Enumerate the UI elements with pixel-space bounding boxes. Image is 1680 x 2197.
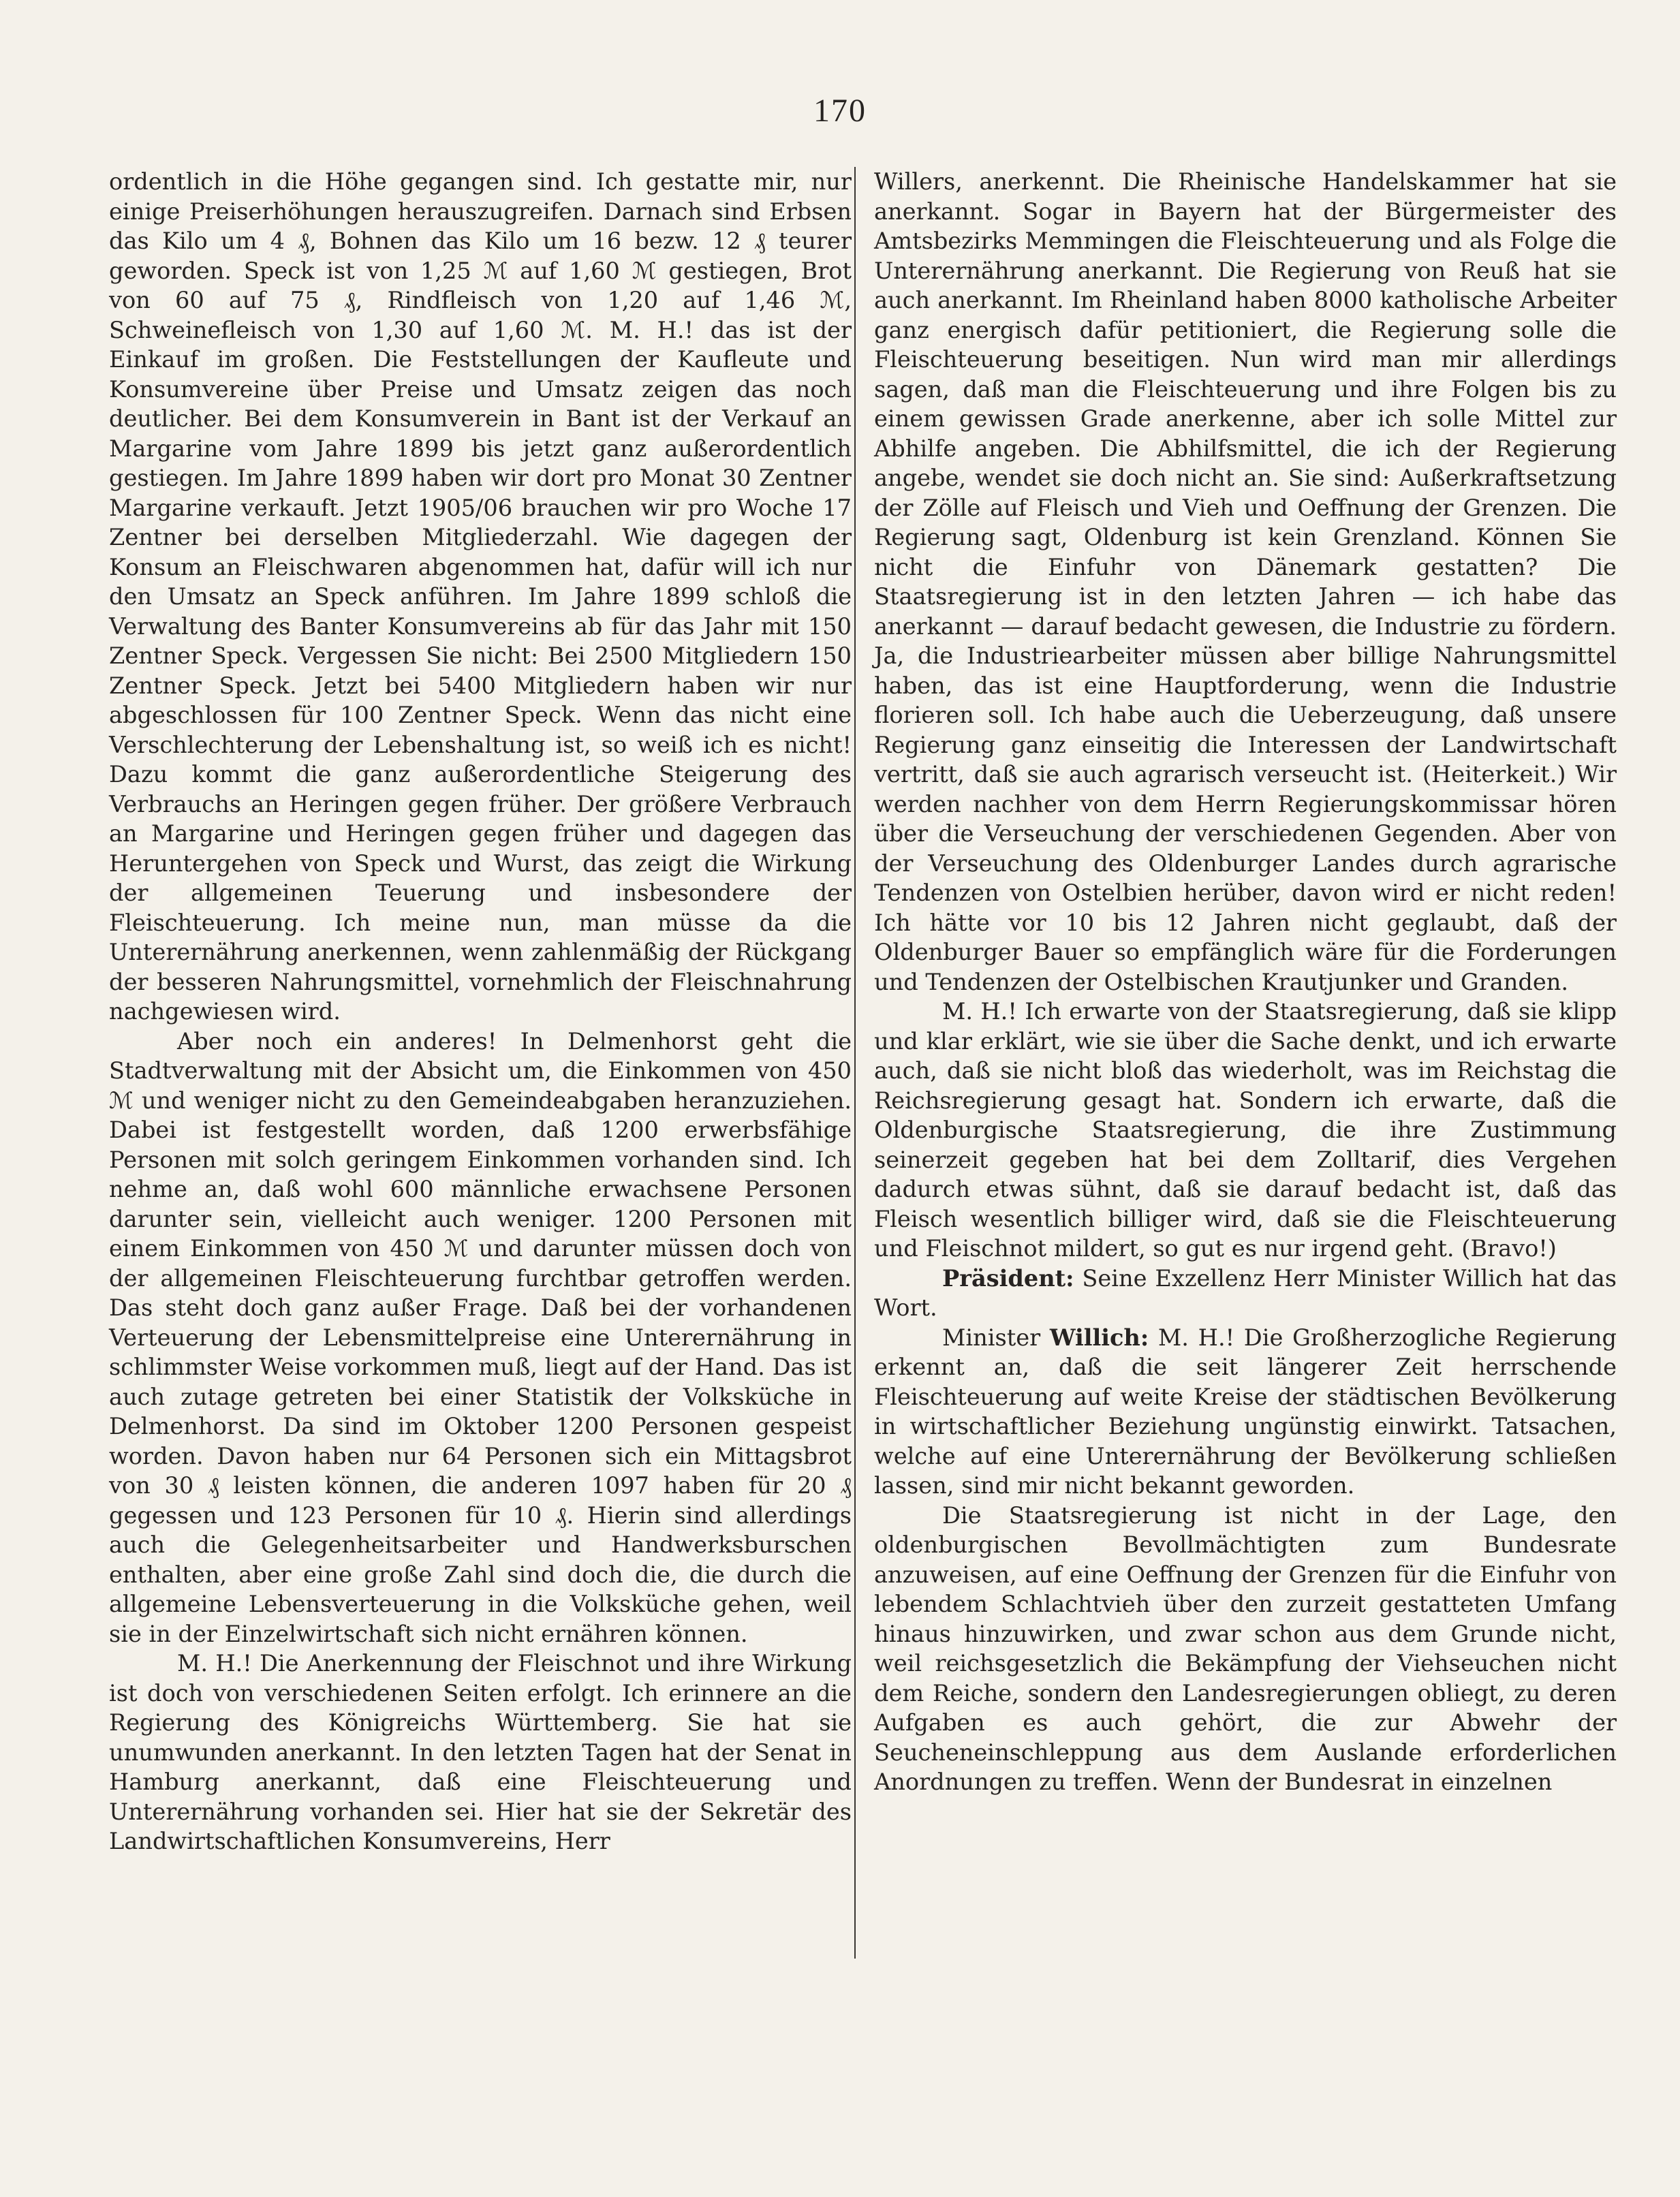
- left-paragraph-1: ordentlich in die Höhe gegangen sind. Ich gestatte mir, nur einige Preiserhöhungen herauszugreifen. Darnach sind Erbsen das Kilo um 4 ₰, Bohnen das Kilo um 16 bezw. 12 ₰ teurer geworden. Speck ist von 1,25 ℳ auf 1,60 ℳ gestiegen, Brot von 60 auf 75 ₰, Rindfleisch von 1,20 auf 1,46 ℳ, Schweinefleisch von 1,30 auf 1,60 ℳ. M. H.! das ist der Einkauf im großen. Die Feststellungen der Kaufleute und Konsumvereine über Preise und Umsatz zeigen das noch deutlicher. Bei dem Konsumverein in Bant ist der Verkauf an Margarine vom Jahre 1899 bis jetzt ganz außerordentlich gestiegen. Im Jahre 1899 haben wir dort pro Monat 30 Zentner Margarine verkauft. Jetzt 1905/06 brauchen wir pro Woche 17 Zentner bei derselben Mitgliederzahl. Wie dagegen der Konsum an Fleischwaren abgenommen hat, dafür will ich nur den Umsatz an Speck anführen. Im Jahre 1899 schloß die Verwaltung des Banter Konsumvereins ab für das Jahr mit 150 Zentner Speck. Vergessen Sie nicht: Bei 2500 Mitgliedern 150 Zentner Speck. Jetzt bei 5400 Mitgliedern haben wir nur abgeschlossen für 100 Zentner Speck. Wenn das nicht eine Verschlechterung der Lebenshaltung ist, so weiß ich es nicht! Dazu kommt die ganz außerordentliche Steigerung des Verbrauchs an Heringen gegen früher. Der größere Verbrauch an Margarine und Heringen gegen früher und dagegen das Heruntergehen von Speck und Wurst, das zeigt die Wirkung der allgemeinen Teuerung und insbesondere der Fleischteuerung. Ich meine nun, man müsse da die Unterernährung anerkennen, wenn zahlenmäßig der Rückgang der besseren Nahrungsmittel, vornehmlich der Fleischnahrung nachgewiesen wird.: [109, 168, 852, 1025]
- speaker-president: Präsident:: [942, 1264, 1074, 1292]
- column-divider: [854, 167, 856, 1959]
- page-number: 170: [813, 93, 867, 129]
- minister-text: M. H.! Die Großherzogliche Regierung erkennt an, daß die seit längerer Zeit herrschende Fleischteuerung auf weite Kreise der städtischen Bevölkerung in wirtschaftlicher Beziehung ungünstig einwirkt. Tatsachen, welche auf eine Unterernährung der Bevölkerung schließen lassen, sind mir nicht bekannt geworden.: [874, 1324, 1617, 1499]
- minister-title: Minister: [942, 1324, 1050, 1351]
- speaker-minister: Willich:: [1049, 1323, 1149, 1351]
- president-statement: [874, 1264, 1617, 1323]
- left-paragraph-3: M. H.! Die Anerkennung der Fleischnot und ihre Wirkung ist doch von verschiedenen Seiten erfolgt. Ich erinnere an die Regierung des Königreichs Württemberg. Sie hat sie unumwunden anerkannt. In den letzten Tagen hat der Senat in Hamburg anerkannt, daß eine Fleischteuerung und Unterernährung vorhanden sei. Hier hat sie der Sekretär des Landwirtschaftlichen Konsumvereins, Herr: [109, 1650, 852, 1854]
- right-paragraph-2: M. H.! Ich erwarte von der Staatsregierung, daß sie klipp und klar erklärt, wie sie über die Sache denkt, und ich erwarte auch, daß sie nicht bloß das wiederholt, was im Reichstag die Reichsregierung gesagt hat. Sondern ich erwarte, daß die Oldenburgische Staatsregierung, die ihre Zustimmung seinerzeit gegeben hat bei dem Zolltarif, dies Vergehen dadurch etwas sühnt, daß sie darauf bedacht ist, daß das Fleisch wesentlich billiger wird, daß sie die Fleischteuerung und Fleischnot mildert, so gut es nur irgend geht. (Bravo!): [874, 998, 1617, 1262]
- president-text: Seine Exzellenz Herr Minister Willich hat das Wort.: [874, 1264, 1617, 1321]
- left-paragraph-2: Aber noch ein anderes! In Delmenhorst geht die Stadtverwaltung mit der Absicht um, die Einkommen von 450 ℳ und weniger nicht zu den Gemeindeabgaben heranzuziehen. Dabei ist festgestellt worden, daß 1200 erwerbsfähige Personen mit solch geringem Einkommen vorhanden sind. Ich nehme an, daß wohl 600 männliche erwachsene Personen darunter sein, vielleicht auch weniger. 1200 Personen mit einem Einkommen von 450 ℳ und darunter müssen doch von der allgemeinen Fleischteuerung furchtbar getroffen werden. Das steht doch ganz außer Frage. Daß bei der vorhandenen Verteuerung der Lebensmittelpreise eine Unterernährung in schlimmster Weise vorkommen muß, liegt auf der Hand. Das ist auch zutage getreten bei einer Statistik der Volksküche in Delmenhorst. Da sind im Oktober 1200 Personen gespeist worden. Davon haben nur 64 Personen sich ein Mittagsbrot von 30 ₰ leisten können, die anderen 1097 haben für 20 ₰ gegessen und 123 Personen für 10 ₰. Hierin sind allerdings auch die Gelegenheitsarbeiter und Handwerksburschen enthalten, aber eine große Zahl sind doch die, die durch die allgemeine Lebensverteuerung in die Volksküche gehen, weil sie in der Einzelwirtschaft sich nicht ernähren können.: [109, 1027, 852, 1647]
- right-paragraph-1: Willers, anerkennt. Die Rheinische Handelskammer hat sie anerkannt. Sogar in Bayern hat der Bürgermeister des Amtsbezirks Memmingen die Fleischteuerung und als Folge die Unterernährung anerkannt. Die Regierung von Reuß hat sie auch anerkannt. Im Rheinland haben 8000 katholische Arbeiter ganz energisch dafür petitioniert, die Regierung solle die Fleischteuerung beseitigen. Nun wird man mir allerdings sagen, daß man die Fleischteuerung und ihre Folgen bis zu einem gewissen Grade anerkenne, aber ich solle Mittel zur Abhilfe angeben. Die Abhilfsmittel, die ich der Regierung angebe, wendet sie doch nicht an. Sie sind: Außerkraftsetzung der Zölle auf Fleisch und Vieh und Oeffnung der Grenzen. Die Regierung sagt, Oldenburg ist kein Grenzland. Können Sie nicht die Einfuhr von Dänemark gestatten? Die Staatsregierung ist in den letzten Jahren — ich habe das anerkannt — darauf bedacht gewesen, die Industrie zu fördern. Ja, die Industriearbeiter müssen aber billige Nahrungsmittel haben, das ist eine Hauptforderung, wenn die Industrie florieren soll. Ich habe auch die Ueberzeugung, daß unsere Regierung ganz einseitig die Interessen der Landwirtschaft vertritt, daß sie auch agrarisch verseucht ist. (Heiterkeit.) Wir werden nachher von dem Herrn Regierungskommissar hören über die Verseuchung der verschiedenen Gegenden. Aber von der Verseuchung des Oldenburger Landes durch agrarische Tendenzen von Ostelbien herüber, davon wird er nicht reden! Ich hätte vor 10 bis 12 Jahren nicht geglaubt, daß der Oldenburger Bauer so empfänglich wäre für die Forderungen und Tendenzen der Ostelbischen Krautjunker und Granden.: [874, 168, 1617, 995]
- right-paragraph-5: Die Staatsregierung ist nicht in der Lage, den oldenburgischen Bevollmächtigten zum Bundesrate anzuweisen, auf eine Oeffnung der Grenzen für die Einfuhr von lebendem Schlachtvieh über den zurzeit gestatteten Umfang hinaus hinzuwirken, und zwar schon aus dem Grunde nicht, weil reichsgesetzlich die Bekämpfung der Viehseuchen nicht dem Reiche, sondern den Landesregierungen obliegt, zu deren Aufgaben es auch gehört, die zur Abwehr der Seucheneinschleppung aus dem Auslande erforderlichen Anordnungen zu treffen. Wenn der Bundesrat in einzelnen: [874, 1501, 1617, 1795]
- left-column: [109, 167, 852, 1856]
- minister-statement: [874, 1323, 1617, 1501]
- right-column: [874, 167, 1617, 1797]
